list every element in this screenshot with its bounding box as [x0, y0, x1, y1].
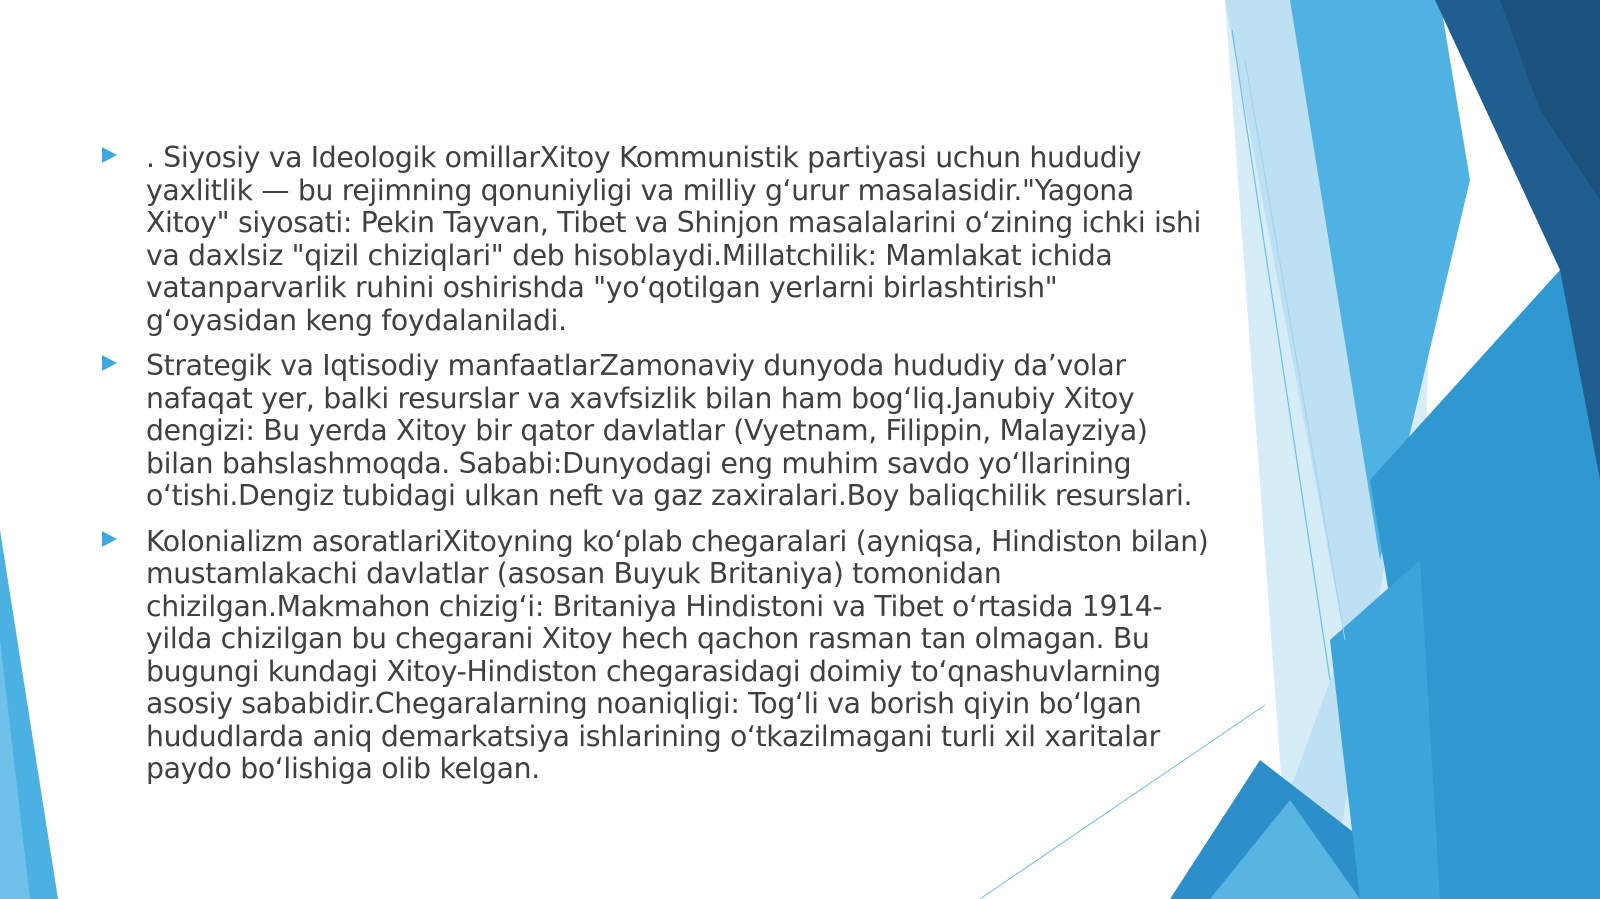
triangle-bullet-icon: [100, 526, 146, 553]
triangle-bullet-icon: [100, 350, 146, 377]
bullet-text: . Siyosiy va Ideologik omillarXitoy Kommunistik partiyasi uchun hududiy yaxlitlik — bu rejimning qonuniyligi va milliy gʻurur masalasidir."Yagona Xitoy" siyosati: Pekin Tayvan, Tibet va Shinjon masalalarini oʻzining ichki ishi va daxlsiz "qizil chiziqlari" deb hisoblaydi.Millatchilik: Mamlakat ichida vatanparvarlik ruhini oshirishda "yoʻqotilgan yerlarni birlashtirish" gʻoyasidan keng foydalaniladi.: [146, 141, 1201, 337]
triangle-bullet-icon: [100, 142, 146, 169]
list-item: [100, 350, 1210, 513]
list-item: [100, 142, 1210, 337]
bullet-text: Strategik va Iqtisodiy manfaatlarZamonaviy dunyoda hududiy daʼvolar nafaqat yer, balki resurslar va xavfsizlik bilan ham bogʻliq.Janubiy Xitoy dengizi: Bu yerda Xitoy bir qator davlatlar (Vyetnam, Filippin, Malayziya) bilan bahslashmoqda. Sababi:Dunyodagi eng muhim savdo yoʻllarining oʻtishi.Dengiz tubidagi ulkan neft va gaz zaxiralari.Boy baliqchilik resurslari.: [146, 349, 1193, 512]
bullet-list: [100, 142, 1210, 799]
bullet-text: Kolonializm asoratlariXitoyning koʻplab chegaralari (ayniqsa, Hindiston bilan) mustamlakachi davlatlar (asosan Buyuk Britaniya) tomonidan chizilgan.Makmahon chizigʻi: Britaniya Hindistoni va Tibet oʻrtasida 1914-yilda chizilgan bu chegarani Xitoy hech qachon rasman tan olmagan. Bu bugungi kundagi Xitoy-Hindiston chegarasidagi doimiy toʻqnashuvlarning asosiy sababidir.Chegaralarning noaniqligi: Togʻli va borish qiyin boʻlgan hududlarda aniq demarkatsiya ishlarining oʻtkazilmagani turli xil xaritalar paydo boʻlishiga olib kelgan.: [146, 524, 1209, 785]
list-item: [100, 526, 1210, 786]
